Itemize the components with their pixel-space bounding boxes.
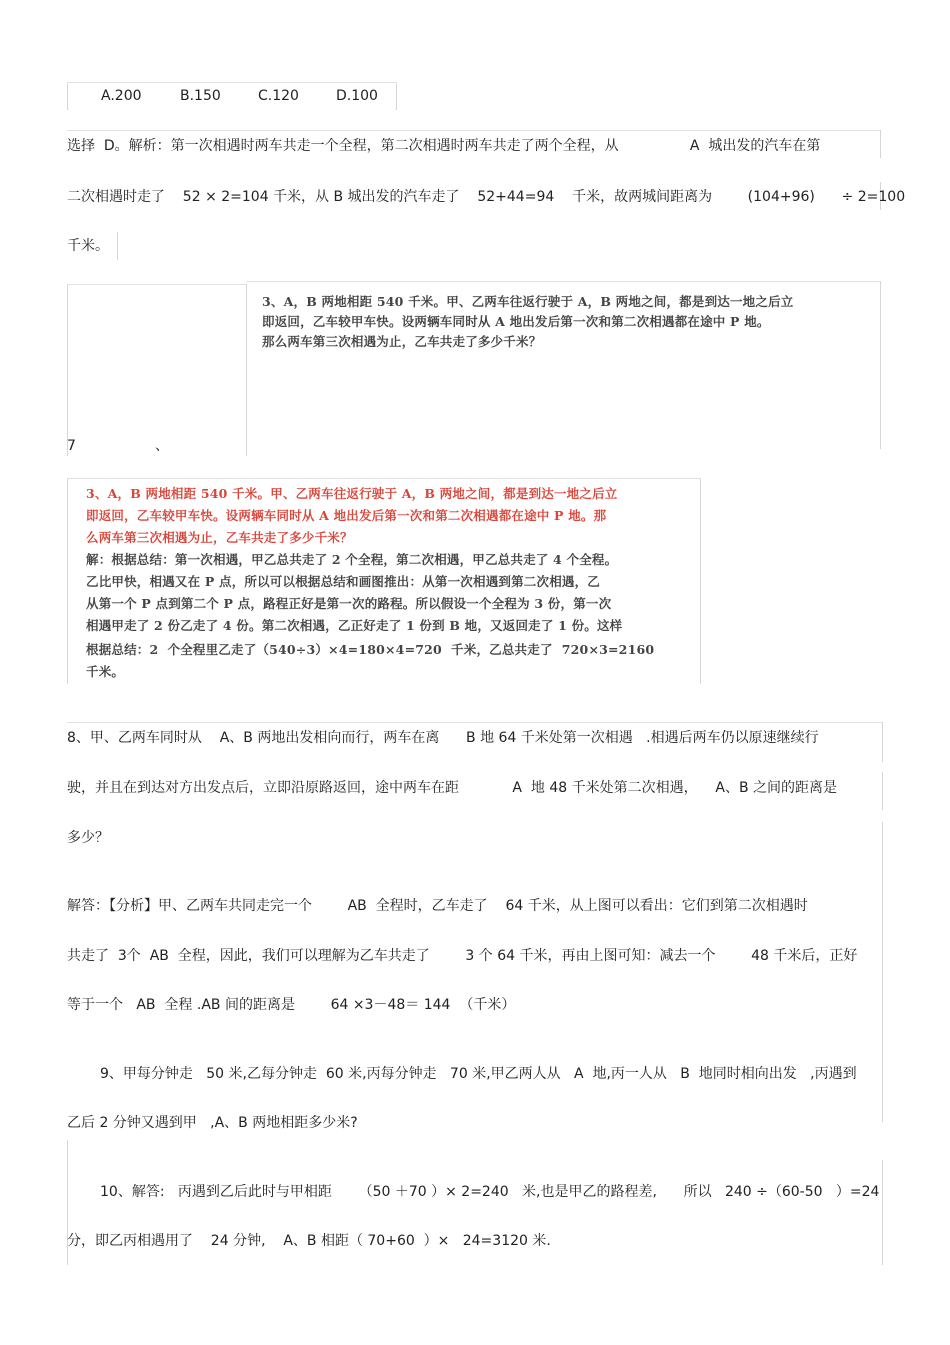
solution-line-2: 二次相遇时走了 52 × 2=104 千米，从 B 城出发的汽车走了 52+44=94 千米，故两城间距离为 (104+96) ÷ 2=100	[67, 189, 906, 205]
image2-left-border	[67, 478, 68, 684]
option-d: D.100	[336, 88, 378, 104]
image1-top-border	[246, 281, 880, 282]
solution-top-border	[67, 130, 880, 131]
solution-end-border	[117, 232, 118, 260]
solution3-line-1: 解：根据总结：第一次相遇，甲乙总共走了 2 个全程，第二次相遇，甲乙总共走了 4 个全程。	[86, 552, 618, 567]
solution-line-1: 选择 D。解析：第一次相遇时两车共走一个全程，第二次相遇时两车共走了两个全程，从 A 城出发的汽车在第	[67, 138, 821, 154]
problem3-red-line-3: 么两车第三次相遇为止，乙车共走了多少千米？	[86, 530, 353, 545]
q9-line-2: 乙后 2 分钟又遇到甲 ,A、B 两地相距多少米?	[67, 1115, 358, 1131]
stray-number: 7	[67, 438, 76, 454]
solution3-line-6: 千米。	[86, 664, 125, 679]
problem3-line-1: 3、A，B 两地相距 540 千米。甲、乙两车往返行驶于 A，B 两地之间，都是到达一地之后立	[262, 294, 794, 309]
image1-left-frame-top	[67, 284, 247, 285]
option-c: C.120	[258, 88, 299, 104]
options-left-border	[67, 82, 68, 110]
solution3-line-4: 相遇甲走了 2 份乙走了 4 份。第二次相遇，乙正好走了 1 份到 B 地，又返回走了 1 份。这样	[86, 618, 623, 633]
solution-line-3: 千米。	[67, 238, 109, 254]
stray-comma: 、	[155, 438, 169, 454]
answer10-right-rule	[882, 1160, 883, 1265]
problem3-line-3: 那么两车第三次相遇为止，乙车共走了多少千米？	[262, 334, 542, 349]
answer8-line-2: 共走了 3个 AB 全程，因此，我们可以理解为乙车共走了 3 个 64 千米，再由上图可知：减去一个 48 千米后，正好	[67, 948, 858, 964]
q8-line-1: 8、甲、乙两车同时从 A、B 两地出发相向而行，两车在离 B 地 64 千米处第一次相遇 .相遇后两车仍以原速继续行	[67, 730, 819, 746]
answer8-line-3: 等于一个 AB 全程 .AB 间的距离是 64 ×3－48＝ 144 （千米）	[67, 997, 516, 1013]
solution-right-border	[880, 130, 881, 158]
option-b: B.150	[180, 88, 221, 104]
solution3-line-2: 乙比甲快，相遇又在 P 点，所以可以根据总结和画图推出：从第一次相遇到第二次相遇，乙	[86, 574, 601, 589]
answer10-line-1: 10、解答: 丙遇到乙后此时与甲相距 （50 ＋70 ）× 2=240 米,也是甲乙的路程差, 所以 240 ÷（60-50 ）=24	[100, 1184, 880, 1200]
q9-line-1: 9、甲每分钟走 50 米,乙每分钟走 60 米,丙每分钟走 70 米,甲乙两人从 A 地,丙一人从 B 地同时相向出发 ,丙遇到	[100, 1066, 857, 1082]
image1-divider	[246, 284, 247, 456]
options-right-border	[396, 82, 397, 110]
image1-right-border	[880, 281, 881, 449]
option-a: A.200	[101, 88, 142, 104]
solution3-line-3: 从第一个 P 点到第二个 P 点，路程正好是第一次的路程。所以假设一个全程为 3 份，第一次	[86, 596, 612, 611]
problem3-line-2: 即返回，乙车较甲车快。设两辆车同时从 A 地出发后第一次和第二次相遇都在途中 P 地。	[262, 314, 770, 329]
q8-right-border-2	[882, 772, 883, 810]
image2-top-border	[67, 478, 700, 479]
solution3-line-5: 根据总结：2 个全程里乙走了（540÷3）×4=180×4=720 千米，乙总共走了 720×3=2160	[86, 642, 655, 657]
q8-line-3: 多少？	[67, 830, 109, 846]
answer10-line-2: 分，即乙丙相遇用了 24 分钟, A、B 相距（ 70+60 ）× 24=3120 米.	[67, 1233, 551, 1249]
q8-right-rule	[882, 822, 883, 1122]
problem3-red-line-1: 3、A，B 两地相距 540 千米。甲、乙两车往返行驶于 A，B 两地之间，都是到达一地之后立	[86, 486, 618, 501]
image1-left-frame	[67, 284, 68, 456]
q8-line-2: 驶，并且在到达对方出发点后，立即沿原路返回，途中两车在距 A 地 48 千米处第二次相遇， A、B 之间的距离是	[67, 780, 838, 796]
q8-right-border	[882, 722, 883, 762]
options-top-border	[67, 82, 397, 83]
answer8-line-1: 解答：【分析】甲、乙两车共同走完一个 AB 全程时，乙车走了 64 千米，从上图可以看出：它们到第二次相遇时	[67, 898, 808, 914]
q8-top-border	[67, 722, 882, 723]
problem3-red-line-2: 即返回，乙车较甲车快。设两辆车同时从 A 地出发后第一次和第二次相遇都在途中 P 地。那	[86, 508, 607, 523]
image2-right-border	[700, 478, 701, 684]
